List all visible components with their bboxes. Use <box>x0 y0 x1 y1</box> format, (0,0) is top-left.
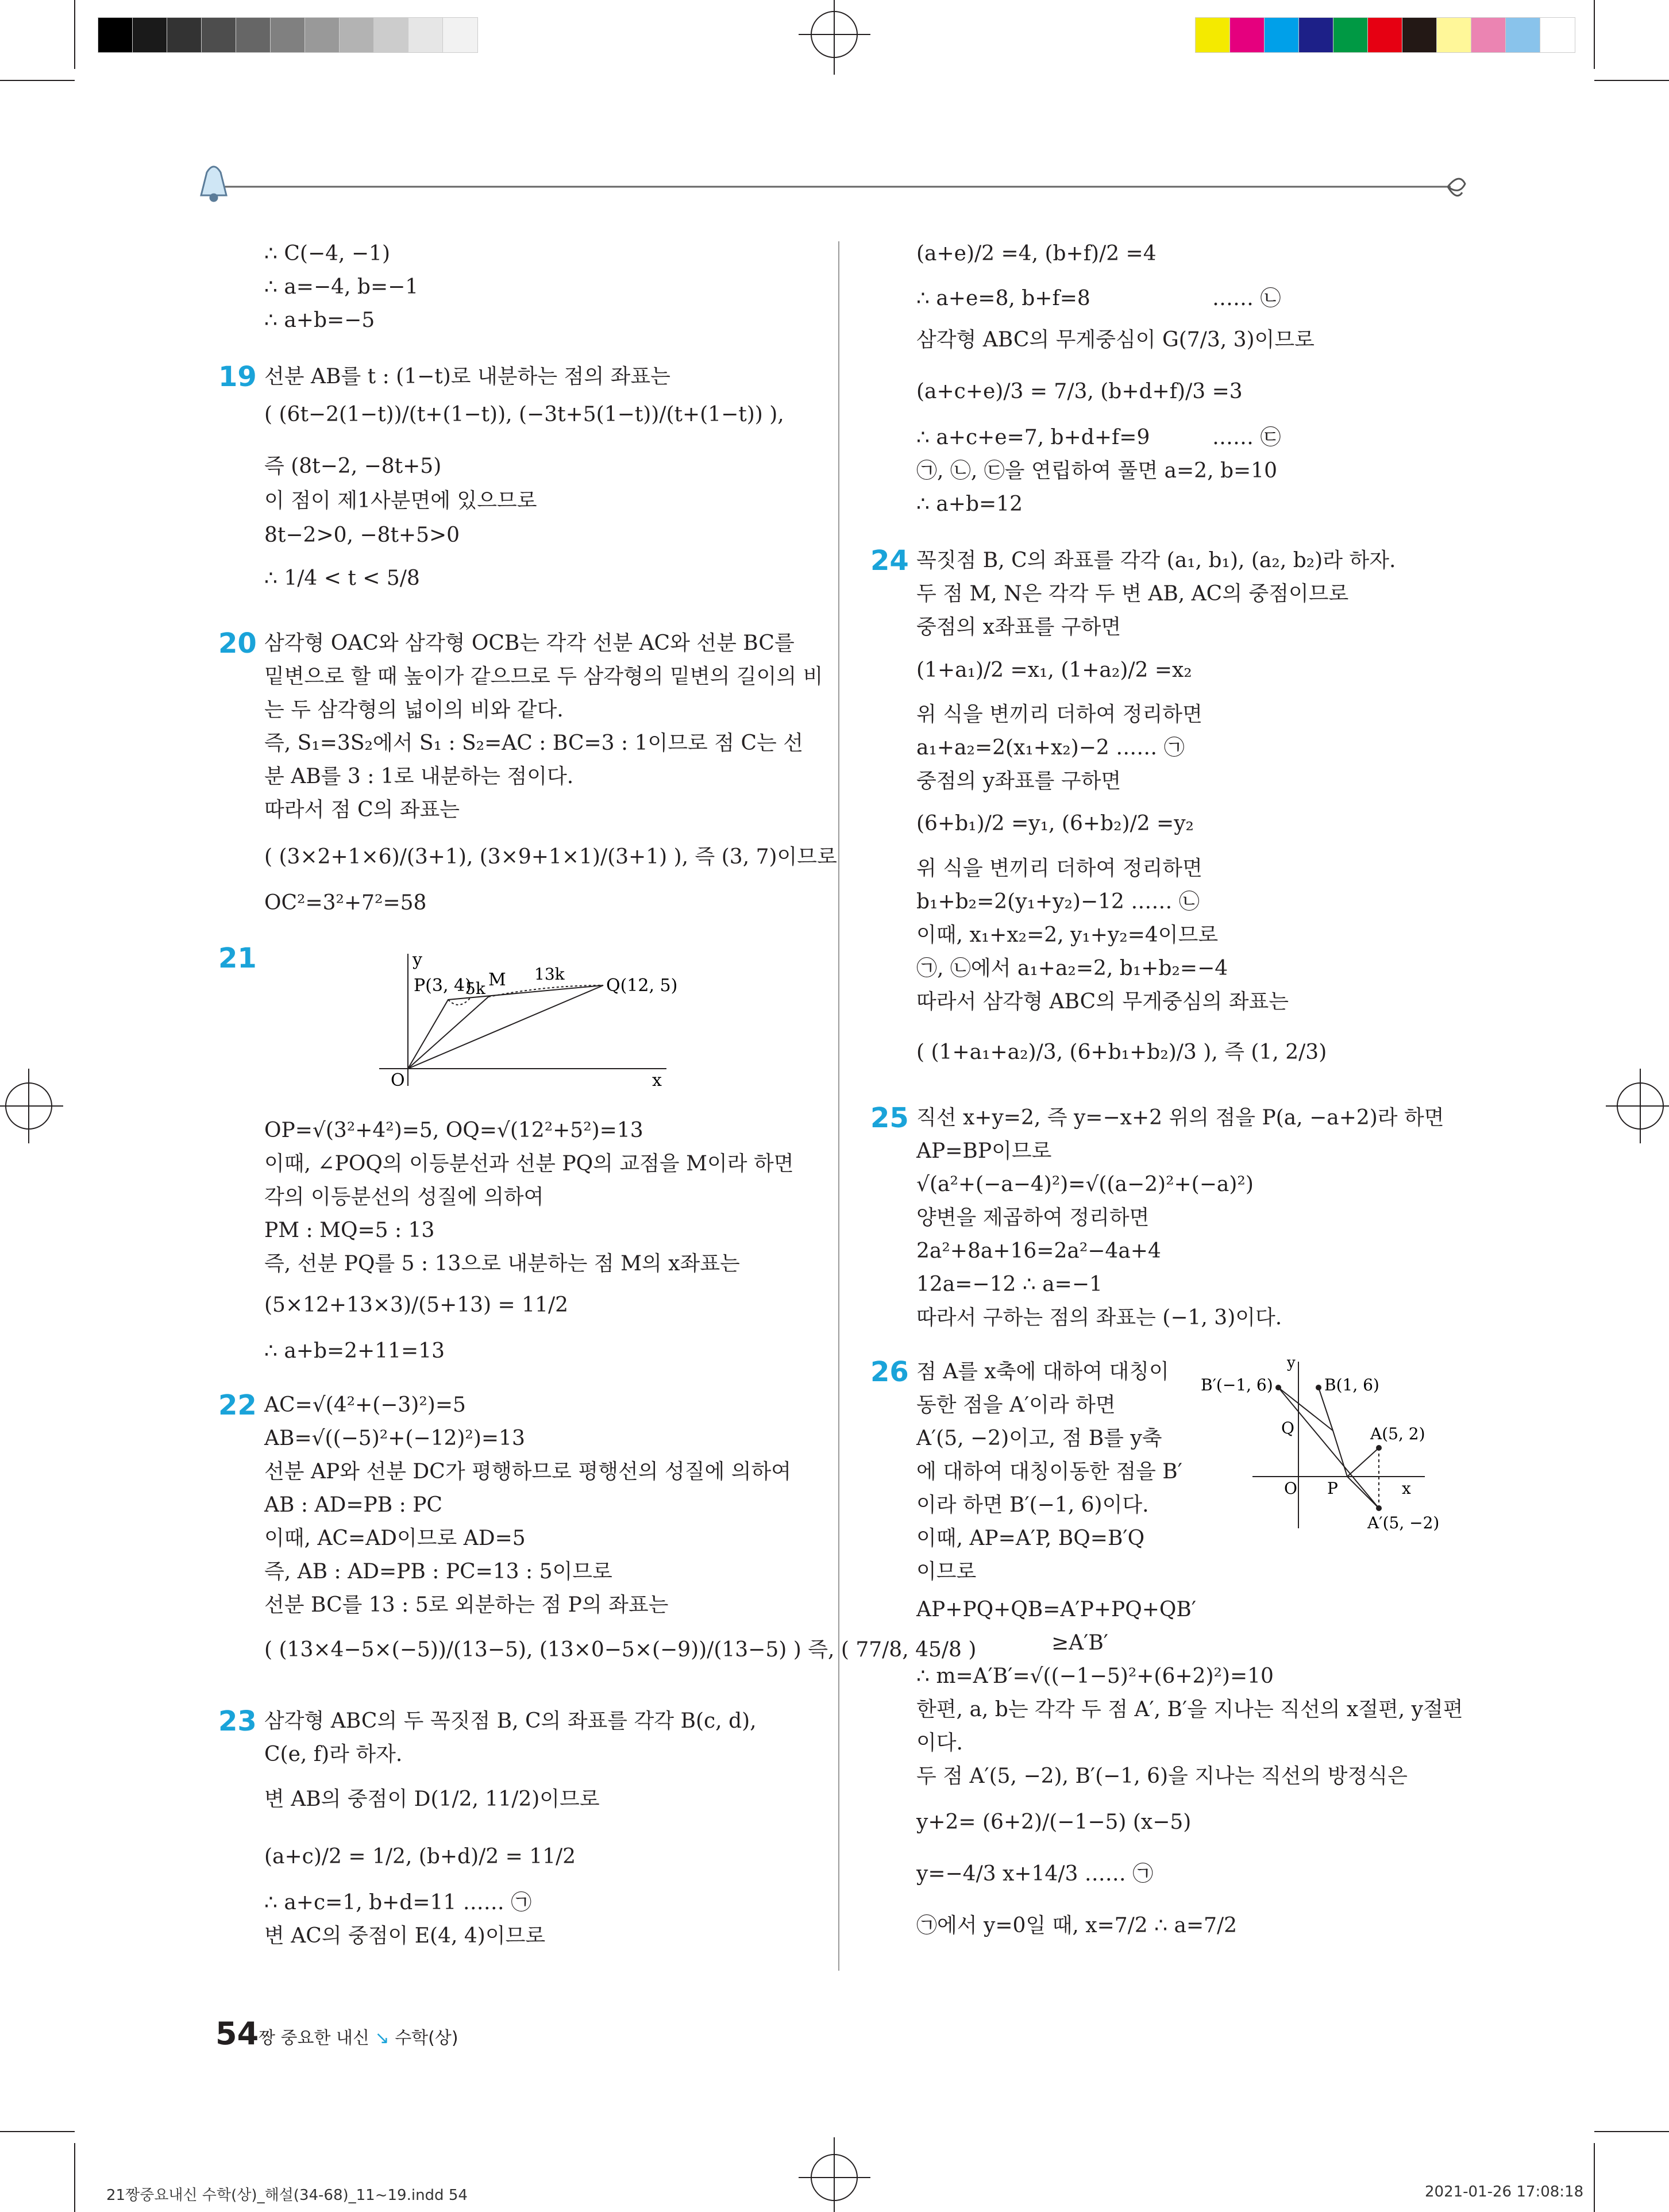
q22-line: 즉, AB : AD=PB : PC=13 : 5이므로 <box>264 1560 612 1583</box>
q23-line: 변 AC의 중점이 E(4, 4)이므로 <box>264 1924 546 1948</box>
q26-line: 이라 하면 B′(−1, 6)이다. <box>916 1493 1149 1517</box>
q20-line: 즉, S₁=3S₂에서 S₁ : S₂=AC : BC=3 : 1이므로 점 C는 선 <box>264 731 804 755</box>
q21-figure <box>368 942 689 1092</box>
q21-line: PM : MQ=5 : 13 <box>264 1219 435 1242</box>
q21-line: (5×12+13×3)/(5+13) = 11/2 <box>264 1293 568 1317</box>
arrow-icon: ↘ <box>375 2028 390 2048</box>
fig-x-label: x <box>652 1070 662 1090</box>
q22-line: ( (13×4−5×(−5))/(13−5), (13×0−5×(−9))/(13−5) ) 즉, ( 77/8, 45/8 ) <box>264 1638 977 1662</box>
q23b-line: ∴ a+e=8, b+f=8 <box>916 287 1090 310</box>
q26-line: AP+PQ+QB=A′P+PQ+QB′ <box>916 1598 1197 1621</box>
q23b-marker: …… ㉡ <box>1212 287 1281 310</box>
q20-line: 는 두 삼각형의 넓이의 비와 같다. <box>264 698 564 722</box>
fig-y-label: y <box>413 950 422 970</box>
q24-line: 중점의 y좌표를 구하면 <box>916 769 1121 793</box>
file-name: 21짱중요내신 수학(상)_해설(34-68)_11~19.indd 54 <box>106 2187 468 2204</box>
q24-line: a₁+a₂=2(x₁+x₂)−2 …… ㉠ <box>916 736 1185 760</box>
q24-line: b₁+b₂=2(y₁+y₂)−12 …… ㉡ <box>916 890 1200 914</box>
q20-line: 밑변으로 할 때 높이가 같으므로 두 삼각형의 밑변의 길이의 비 <box>264 665 823 688</box>
q19-line: ( (6t−2(1−t))/(t+(1−t)), (−3t+5(1−t))/(t+(1−t)) ), <box>264 403 784 426</box>
q20-line: OC²=3²+7²=58 <box>264 891 427 915</box>
q23b-marker: …… ㉢ <box>1212 426 1281 449</box>
q23b-line: ㉠, ㉡, ㉢을 연립하여 풀면 a=2, b=10 <box>916 459 1277 483</box>
page-number: 54 <box>215 2016 259 2052</box>
q25-line: 따라서 구하는 점의 좌표는 (−1, 3)이다. <box>916 1306 1282 1329</box>
print-date: 2021-01-26 17:08:18 <box>1425 2183 1584 2201</box>
q22-line: AB : AD=PB : PC <box>264 1493 442 1517</box>
q26-line: y+2= (6+2)/(−1−5) (x−5) <box>916 1810 1192 1834</box>
fig-point-a: A(5, 2) <box>1370 1424 1425 1443</box>
q23-line: 변 AB의 중점이 D(1/2, 11/2)이므로 <box>264 1787 600 1811</box>
book-title <box>259 2024 458 2049</box>
q25-line: 12a=−12 ∴ a=−1 <box>916 1273 1103 1296</box>
fig-label-13k: 13k <box>534 965 565 984</box>
fig-x-label: x <box>1402 1479 1411 1498</box>
q25-line: 직선 x+y=2, 즉 y=−x+2 위의 점을 P(a, −a+2)라 하면 <box>916 1106 1444 1130</box>
q25-line: 2a²+8a+16=2a²−4a+4 <box>916 1239 1161 1263</box>
question-number-26: 26 <box>870 1356 909 1388</box>
q24-line: ㉠, ㉡에서 a₁+a₂=2, b₁+b₂=−4 <box>916 957 1228 980</box>
q26-line: 한편, a, b는 각각 두 점 A′, B′을 지나는 직선의 x절편, y절편 <box>916 1698 1463 1721</box>
q26-line: 두 점 A′(5, −2), B′(−1, 6)을 지나는 직선의 방정식은 <box>916 1764 1408 1788</box>
pre-line-3: ∴ a+b=−5 <box>264 309 375 332</box>
q24-line: (6+b₁)/2 =y₁, (6+b₂)/2 =y₂ <box>916 812 1194 835</box>
fig-point-p: P <box>1327 1479 1338 1498</box>
q24-line: ( (1+a₁+a₂)/3, (6+b₁+b₂)/3 ), 즉 (1, 2/3) <box>916 1041 1327 1064</box>
fig-point-m: M <box>488 970 506 990</box>
q24-line: 이때, x₁+x₂=2, y₁+y₂=4이므로 <box>916 923 1219 947</box>
q24-line: 위 식을 변끼리 더하여 정리하면 <box>916 857 1202 880</box>
q22-line: 선분 BC를 13 : 5로 외분하는 점 P의 좌표는 <box>264 1593 669 1617</box>
question-number-19: 19 <box>218 361 257 393</box>
q24-line: 위 식을 변끼리 더하여 정리하면 <box>916 703 1202 726</box>
q23b-line: ∴ a+c+e=7, b+d+f=9 <box>916 426 1150 449</box>
question-number-22: 22 <box>218 1389 257 1421</box>
q24-line: 중점의 x좌표를 구하면 <box>916 615 1121 639</box>
q23b-line: (a+e)/2 =4, (b+f)/2 =4 <box>916 242 1157 265</box>
q22-line: 이때, AC=AD이므로 AD=5 <box>264 1527 526 1550</box>
q19-line: 이 점이 제1사분면에 있으므로 <box>264 489 537 512</box>
q26-line: 동한 점을 A′이라 하면 <box>916 1393 1116 1417</box>
fig-y-label: y <box>1287 1356 1296 1371</box>
q26-line: 이때, AP=A′P, BQ=B′Q <box>916 1527 1145 1550</box>
bell-icon <box>201 167 226 201</box>
q24-line: (1+a₁)/2 =x₁, (1+a₂)/2 =x₂ <box>916 658 1192 682</box>
q24-line: 꼭짓점 B, C의 좌표를 각각 (a₁, b₁), (a₂, b₂)라 하자. <box>916 549 1396 572</box>
q21-line: 이때, ∠POQ의 이등분선과 선분 PQ의 교점을 M이라 하면 <box>264 1152 794 1176</box>
q19-line: 8t−2>0, −8t+5>0 <box>264 523 460 547</box>
q24-line: 따라서 삼각형 ABC의 무게중심의 좌표는 <box>916 990 1289 1013</box>
q26-line: 점 A를 x축에 대하여 대칭이 <box>916 1360 1169 1384</box>
q23-line: 삼각형 ABC의 두 꼭짓점 B, C의 좌표를 각각 B(c, d), <box>264 1709 757 1733</box>
q19-line: 즉 (8t−2, −8t+5) <box>264 454 442 478</box>
q21-line: 각의 이등분선의 성질에 의하여 <box>264 1185 544 1209</box>
fig-point-q: Q(12, 5) <box>606 976 678 996</box>
fig-point-bprime: B′(−1, 6) <box>1201 1375 1273 1394</box>
q19-line: ∴ 1/4 < t < 5/8 <box>264 567 420 590</box>
q23b-line: (a+c+e)/3 = 7/3, (b+d+f)/3 =3 <box>916 380 1243 403</box>
q26-line: 에 대하여 대칭이동한 점을 B′ <box>916 1460 1182 1483</box>
subject-name: 수학(상) <box>395 2028 458 2048</box>
q26-figure <box>1195 1356 1465 1546</box>
q26-line: ∴ m=A′B′=√((−1−5)²+(6+2)²)=10 <box>916 1664 1274 1688</box>
q26-line: A′(5, −2)이고, 점 B를 y축 <box>916 1427 1162 1450</box>
fig-point-b: B(1, 6) <box>1324 1375 1379 1394</box>
question-number-25: 25 <box>870 1102 909 1134</box>
q26-line: y=−4/3 x+14/3 …… ㉠ <box>916 1862 1154 1886</box>
q23-line: ∴ a+c=1, b+d=11 …… ㉠ <box>264 1891 532 1914</box>
q22-line: AB=√((−5)²+(−12)²)=13 <box>264 1427 525 1450</box>
q23b-line: 삼각형 ABC의 무게중심이 G(7/3, 3)이므로 <box>916 328 1315 352</box>
question-number-20: 20 <box>218 627 257 660</box>
q21-line: 즉, 선분 PQ를 5 : 13으로 내분하는 점 M의 x좌표는 <box>264 1252 740 1275</box>
fig-point-q: Q <box>1281 1419 1294 1438</box>
fig-label-5k: 5k <box>465 979 485 998</box>
book-name: 짱 중요한 내신 <box>259 2028 369 2048</box>
q26-line: ≥A′B′ <box>1051 1631 1108 1655</box>
q26-line: 이므로 <box>916 1560 977 1583</box>
q20-line: 삼각형 OAC와 삼각형 OCB는 각각 선분 AC와 선분 BC를 <box>264 631 795 655</box>
q25-line: AP=BP이므로 <box>916 1139 1052 1163</box>
q22-line: 선분 AP와 선분 DC가 평행하므로 평행선의 성질에 의하여 <box>264 1460 792 1483</box>
question-number-24: 24 <box>870 545 909 577</box>
q26-line: ㉠에서 y=0일 때, x=7/2 ∴ a=7/2 <box>916 1914 1238 1937</box>
q20-line: ( (3×2+1×6)/(3+1), (3×9+1×1)/(3+1) ), 즉 (3, 7)이므로 <box>264 845 837 869</box>
q23-line: C(e, f)라 하자. <box>264 1743 403 1766</box>
q22-line: AC=√(4²+(−3)²)=5 <box>264 1393 466 1417</box>
q24-line: 두 점 M, N은 각각 두 변 AB, AC의 중점이므로 <box>916 582 1349 606</box>
q23b-line: ∴ a+b=12 <box>916 492 1023 516</box>
fig-point-p: P(3, 4) <box>414 976 472 996</box>
q21-line: OP=√(3²+4²)=5, OQ=√(12²+5²)=13 <box>264 1119 643 1142</box>
fig-origin: O <box>1284 1479 1297 1498</box>
question-number-21: 21 <box>218 942 257 974</box>
pre-line-1: ∴ C(−4, −1) <box>264 242 391 265</box>
fig-point-aprime: A′(5, −2) <box>1367 1513 1440 1532</box>
question-number-23: 23 <box>218 1705 257 1737</box>
q25-line: √(a²+(−a−4)²)=√((a−2)²+(−a)²) <box>916 1173 1254 1196</box>
q26-line: 이다. <box>916 1731 963 1755</box>
q23-line: (a+c)/2 = 1/2, (b+d)/2 = 11/2 <box>264 1845 576 1868</box>
q20-line: 따라서 점 C의 좌표는 <box>264 798 460 822</box>
fig-origin: O <box>391 1070 405 1090</box>
q20-line: 분 AB를 3 : 1로 내분하는 점이다. <box>264 765 574 788</box>
q25-line: 양변을 제곱하여 정리하면 <box>916 1206 1150 1230</box>
q21-line: ∴ a+b=2+11=13 <box>264 1339 445 1363</box>
q19-line: 선분 AB를 t : (1−t)로 내분하는 점의 좌표는 <box>264 365 670 388</box>
pre-line-2: ∴ a=−4, b=−1 <box>264 275 419 299</box>
